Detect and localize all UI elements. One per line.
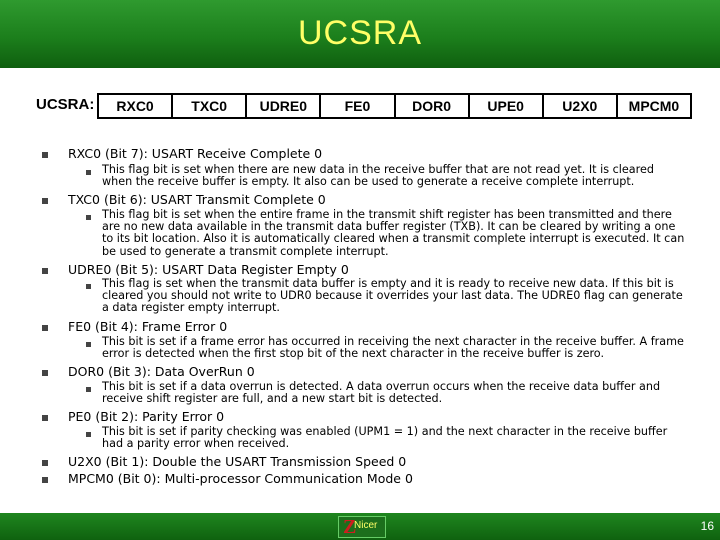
bullet-heading: PE0 (Bit 2): Parity Error 0 bbox=[68, 409, 225, 424]
logo-z-glyph: Z bbox=[343, 516, 357, 538]
bullet-heading: U2X0 (Bit 1): Double the USART Transmission Speed 0 bbox=[68, 454, 407, 469]
page-number: 16 bbox=[700, 519, 714, 533]
bullet-marker bbox=[42, 325, 48, 331]
bullet-detail: This bit is set if a data overrun is detected. A data overrun occurs when the receive data buffer and receive shift register are full, and a new start bit is detected. bbox=[102, 380, 661, 406]
sub-bullet-marker bbox=[86, 387, 91, 392]
register-bit-cell: FE0 bbox=[321, 95, 395, 117]
bullet-marker bbox=[42, 460, 48, 466]
bullet-detail: This bit is set if parity checking was enabled (UPM1 = 1) and the next character in the receive buffer had a parity error when received. bbox=[102, 425, 668, 451]
bullet-heading: DOR0 (Bit 3): Data OverRun 0 bbox=[68, 364, 255, 379]
register-bit-cell: DOR0 bbox=[396, 95, 470, 117]
bullet-heading: FE0 (Bit 4): Frame Error 0 bbox=[68, 319, 228, 334]
register-label: UCSRA: bbox=[36, 96, 95, 113]
bullet-heading: UDRE0 (Bit 5): USART Data Register Empty 0 bbox=[68, 262, 349, 277]
sub-bullet-marker bbox=[86, 284, 91, 289]
bullet-heading: RXC0 (Bit 7): USART Receive Complete 0 bbox=[68, 146, 323, 161]
bullet-marker bbox=[42, 198, 48, 204]
bullet-detail: This flag bit is set when there are new data in the receive buffer that are not read yet. It is cleared when the receive buffer is empty. It also can be used to generate a receive complete interrupt. bbox=[102, 163, 654, 189]
footer-bar bbox=[0, 513, 720, 540]
sub-bullet-marker bbox=[86, 432, 91, 437]
bullet-marker bbox=[42, 268, 48, 274]
header-bar bbox=[0, 0, 720, 68]
bullet-detail: This bit is set if a frame error has occurred in receiving the next character in the receive buffer. A frame error is detected when the first stop bit of the next character in the receive buffer is zero. bbox=[102, 335, 684, 361]
nicer-logo bbox=[338, 516, 386, 538]
register-bit-cell: UDRE0 bbox=[247, 95, 321, 117]
sub-bullet-marker bbox=[86, 342, 91, 347]
sub-bullet-marker bbox=[86, 215, 91, 220]
bullet-marker bbox=[42, 370, 48, 376]
register-bit-table bbox=[97, 93, 692, 119]
register-bit-cell: RXC0 bbox=[99, 95, 173, 117]
bullet-heading: TXC0 (Bit 6): USART Transmit Complete 0 bbox=[68, 192, 326, 207]
bullet-marker bbox=[42, 477, 48, 483]
bullet-heading: MPCM0 (Bit 0): Multi-processor Communication Mode 0 bbox=[68, 471, 413, 486]
logo-text: Nicer bbox=[354, 520, 378, 531]
register-bit-cell: TXC0 bbox=[173, 95, 247, 117]
register-bit-cell: U2X0 bbox=[544, 95, 618, 117]
sub-bullet-marker bbox=[86, 170, 91, 175]
slide-title: UCSRA bbox=[297, 14, 423, 52]
register-bit-cell: MPCM0 bbox=[628, 98, 680, 114]
bullet-detail: This flag bit is set when the entire frame in the transmit shift register has been transmitted and there are no new data available in the transmit data buffer register (TXB). It can be cleared by writing a one to its bit location. Also it is automatically cleared when a transmit complete interrupt is executed. It can be used to generate a transmit complete interrupt. bbox=[102, 208, 685, 258]
bullet-detail: This flag is set when the transmit data buffer is empty and it is ready to receive new data. If this bit is cleared you should not write to UDR0 because it overrides your last data. The UDRE0 flag can generate a data register empty interrupt. bbox=[102, 277, 683, 315]
register-bit-cell: UPE0 bbox=[470, 95, 544, 117]
bullet-marker bbox=[42, 415, 48, 421]
bullet-marker bbox=[42, 152, 48, 158]
